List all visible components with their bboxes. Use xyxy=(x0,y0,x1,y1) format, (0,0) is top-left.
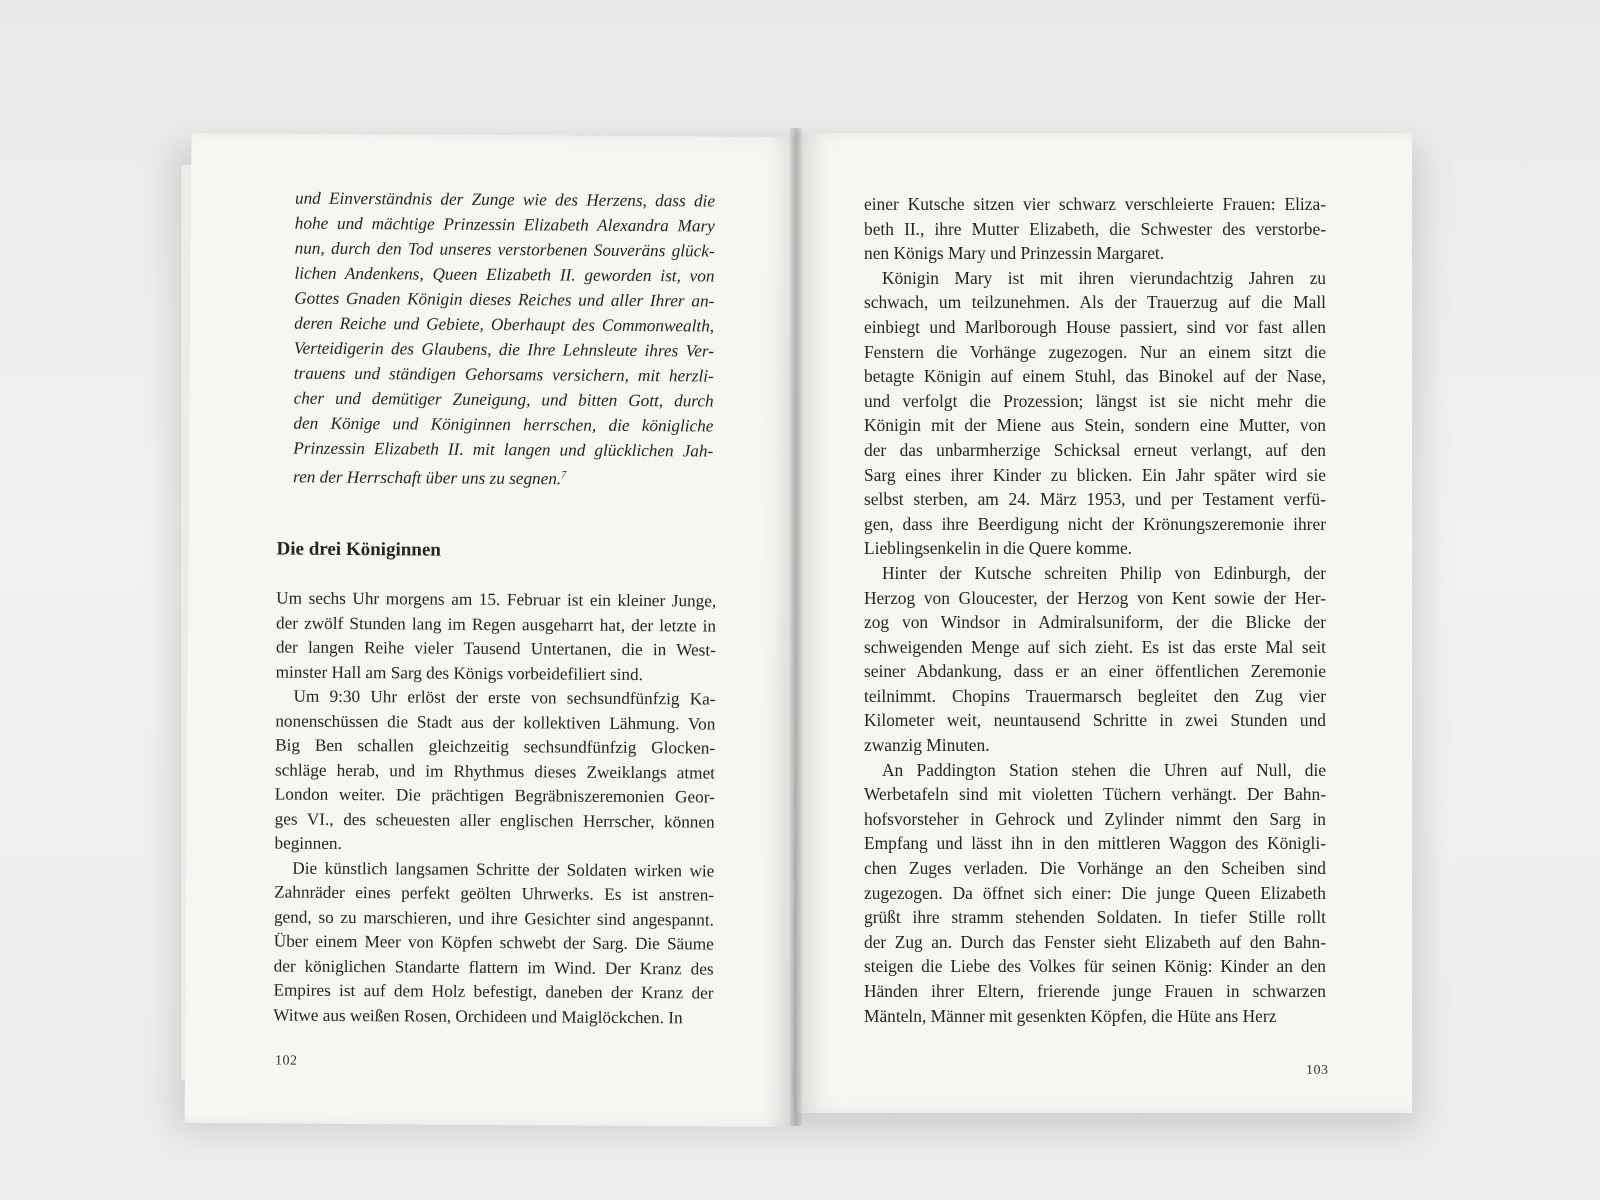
quote-line: nun, durch den Tod unseres verstorbenen Souveräns glück- xyxy=(294,238,715,261)
text-line: der das unbarmherzige Schicksal erneut verlangt, auf den xyxy=(864,439,1326,460)
text-line: der königlichen Standarte flattern im Wind. Der Kranz des xyxy=(273,955,714,979)
text-line: der Zug an. Durch das Fenster sieht Elizabeth auf den Bahn- xyxy=(864,931,1326,952)
text-line: Königin mit der Miene aus Stein, sondern eine Mutter, von xyxy=(864,415,1326,436)
text-line: Lieblingsenkelin in die Quere komme. xyxy=(864,538,1133,559)
text-line: Über einem Meer von Köpfen schwebt der Sarg. Die Säume xyxy=(273,931,714,954)
text-line: Herzog von Gloucester, der Herzog von Kent sowie der Her- xyxy=(864,587,1326,608)
text-line: gend, so zu marschieren, und ihre Gesichter sind angespannt. xyxy=(273,906,715,930)
text-line: der zwölf Stunden lang im Regen ausgeharrt hat, der letzte in xyxy=(275,612,717,636)
quote-line: und Einverständnis der Zunge wie des Herzens, dass die xyxy=(294,188,716,211)
paragraph xyxy=(274,684,715,859)
right-page xyxy=(796,133,1412,1113)
text-line: Händen ihrer Eltern, frierende junge Frauen in schwarzen xyxy=(864,981,1326,1001)
text-line: Empires ist auf dem Holz befestigt, daneben der Kranz der xyxy=(273,980,714,1003)
quote-line: Verteidigerin des Glaubens, die Ihre Lehnsleute ihres Ver- xyxy=(293,338,715,361)
page-number-right: 103 xyxy=(1306,1063,1329,1078)
text-line: Mänteln, Männer mit gesenkten Köpfen, die Hüte ans Herz xyxy=(864,1005,1277,1026)
quote-line: ren der Herrschaft über uns zu segnen.$^7$ xyxy=(292,467,567,489)
text-line: selbst sterben, am 24. März 1953, und per Testament verfü- xyxy=(864,489,1326,510)
text-line: An Paddington Station stehen die Uhren auf Null, die xyxy=(882,759,1326,780)
text-line: schweigenden Menge auf sich zieht. Es ist das erste Mal seit xyxy=(864,636,1326,657)
text-line: chen Zuges verladen. Die Vorhänge an den Scheiben sind xyxy=(864,858,1326,879)
text-line: Big Ben schallen gleichzeitig sechsundfünfzig Glocken- xyxy=(275,735,716,758)
text-line: nonenschüssen die Stadt aus der kollektiven Lähmung. Von xyxy=(275,710,716,734)
text-line: nen Königs Mary und Prinzessin Margaret. xyxy=(864,243,1165,264)
text-line: Kilometer weit, neuntausend Schritte in zwei Stunden und xyxy=(864,710,1326,731)
text-line: Empfang und lässt ihn in den mittleren Waggon des Königli- xyxy=(864,833,1326,854)
text-line: schwach, um teilzunehmen. Als der Trauerzug auf die Mall xyxy=(864,292,1326,313)
left-page xyxy=(185,133,800,1127)
text-line: Hinter der Kutsche schreiten Philip von Edinburgh, der xyxy=(882,562,1326,583)
quote-line: lichen Andenkens, Queen Elizabeth II. geworden ist, von xyxy=(294,263,715,286)
quote-line: trauens und ständigen Gehorsams versichern, mit herzli- xyxy=(293,363,714,386)
paragraph xyxy=(864,266,1326,561)
left-body-text xyxy=(273,586,716,1030)
text-line: der langen Reihe vieler Tausend Untertanen, die in West- xyxy=(275,637,716,660)
quote-line: cher und demütiger Zuneigung, und bitten Gott, durch xyxy=(293,388,714,411)
text-line: einer Kutsche sitzen vier schwarz verschleierte Frauen: Eliza- xyxy=(864,194,1326,214)
text-line: grüßt ihre stramm stehenden Soldaten. In tiefer Stille rollt xyxy=(864,907,1326,928)
right-body-text xyxy=(864,192,1326,1028)
text-line: hofsvorsteher in Gehrock und Zylinder nimmt den Sarg in xyxy=(864,808,1326,829)
quote-line: den Könige und Königinnen herrschen, die königliche xyxy=(293,413,714,436)
text-line: ges VI., des scheuesten aller englischen Herrscher, können xyxy=(274,808,715,832)
text-line: Sarg eines ihrer Kinder zu blicken. Ein Jahr später wird sie xyxy=(864,464,1326,485)
text-line: zog von Windsor in Admiralsuniform, der die Blicke der xyxy=(864,612,1326,633)
paragraph xyxy=(276,586,717,687)
text-line: steigen die Liebe des Volkes für seinen König: Kinder an den xyxy=(864,956,1326,977)
text-line: Die künstlich langsamen Schritte der Soldaten wirken wie xyxy=(292,858,715,881)
text-line: Um sechs Uhr morgens am 15. Februar ist ein kleiner Junge, xyxy=(276,588,717,611)
text-line: zwanzig Minuten. xyxy=(864,735,990,756)
quote-line: Gottes Gnaden Königin dieses Reiches und aller Ihrer an- xyxy=(294,288,715,311)
paragraph xyxy=(273,856,714,1031)
page-number-left: 102 xyxy=(274,1053,298,1069)
quote-line: hohe und mächtige Prinzessin Elizabeth Alexandra Mary xyxy=(294,213,715,236)
text-line: Werbetafeln sind mit violetten Tüchern verhängt. Der Bahn- xyxy=(864,784,1326,805)
text-line: seiner Abdankung, dass er an einer öffentlichen Zeremonie xyxy=(864,661,1326,682)
paragraph xyxy=(864,758,1326,1029)
text-line: zugezogen. Da öffnet sich einer: Die junge Queen Elizabeth xyxy=(864,882,1326,903)
text-line: schläge herab, und im Rhythmus dieses Zweiklangs atmet xyxy=(274,759,716,783)
text-line: beginnen. xyxy=(274,833,342,853)
text-line: Um 9:30 Uhr erlöst der erste von sechsundfünfzig Ka- xyxy=(293,686,716,709)
text-line: Fenstern die Vorhänge zugezogen. Nur an einem sitzt die xyxy=(864,341,1326,362)
text-line: betagte Königin auf einem Stuhl, das Binokel auf der Nase, xyxy=(864,366,1326,387)
royal-proclamation-quote xyxy=(293,186,715,493)
quote-line: deren Reiche und Gebiete, Oberhaupt des Commonwealth, xyxy=(294,313,715,336)
text-line: Witwe aus weißen Rosen, Orchideen und Maiglöckchen. In xyxy=(273,1004,683,1027)
paragraph xyxy=(864,192,1326,266)
text-line: einbiegt und Marlborough House passiert, sind vor fast allen xyxy=(864,316,1326,337)
book-gutter xyxy=(790,128,802,1126)
section-heading: Die drei Königinnen xyxy=(276,538,441,561)
paragraph xyxy=(864,561,1326,758)
text-line: Königin Mary ist mit ihren vierundachtzig Jahren zu xyxy=(882,267,1326,288)
text-line: beth II., ihre Mutter Elizabeth, die Schwester des verstorbe- xyxy=(864,218,1326,239)
text-line: und verfolgt die Prozession; längst ist sie nicht mehr die xyxy=(864,390,1326,411)
footnote-mark: 7 xyxy=(561,469,567,481)
text-line: gen, dass ihre Beerdigung nicht der Krönungszeremonie ihrer xyxy=(864,513,1326,534)
text-line: Zahnräder eines perfekt geölten Uhrwerks. Es ist anstren- xyxy=(274,882,715,905)
text-line: minster Hall am Sarg des Königs vorbeidefiliert sind. xyxy=(275,661,644,684)
text-line: London weiter. Die prächtigen Begräbniszeremonien Geor- xyxy=(274,784,715,807)
quote-line: Prinzessin Elizabeth II. mit langen und glücklichen Jah- xyxy=(293,438,714,461)
text-line: teilnimmt. Chopins Trauermarsch begleitet den Zug vier xyxy=(864,685,1326,706)
